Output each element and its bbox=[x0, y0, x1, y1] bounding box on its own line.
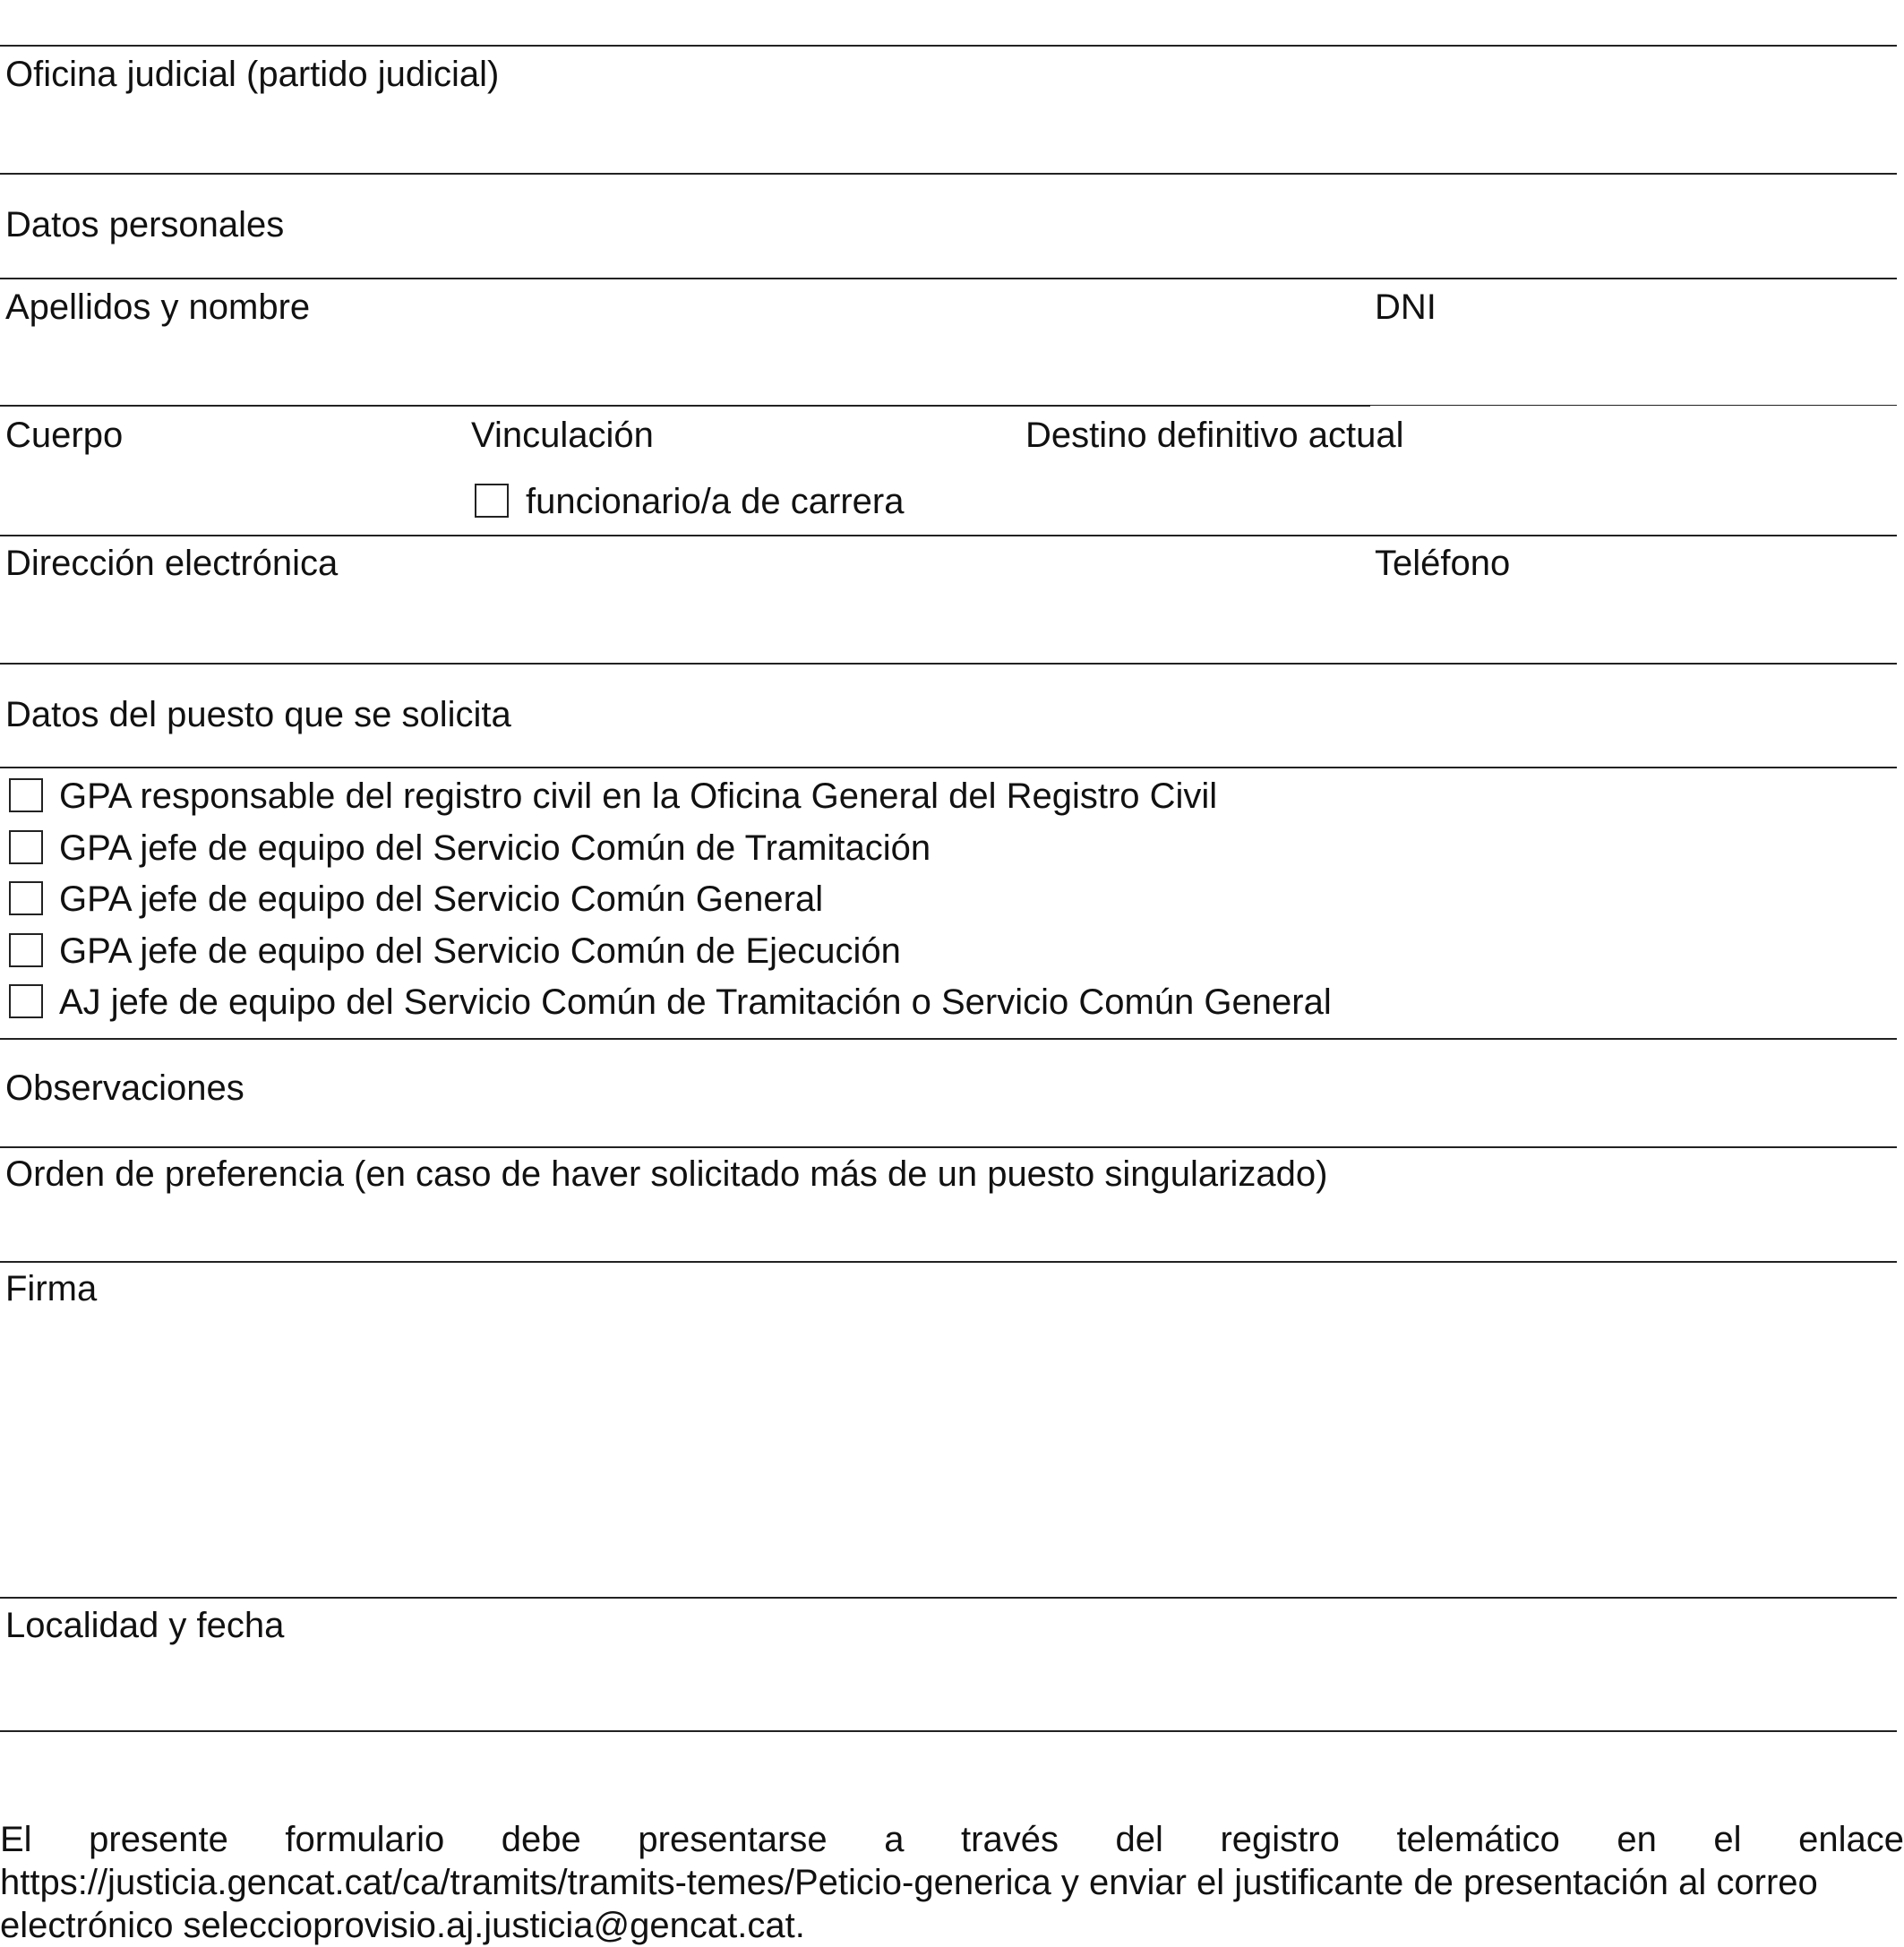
oficina-judicial-label: Oficina judicial (partido judicial) bbox=[5, 55, 500, 94]
direccion-electronica-label: Dirección electrónica bbox=[5, 544, 339, 583]
datos-personales-heading: Datos personales bbox=[5, 205, 285, 244]
divider bbox=[1370, 405, 1897, 406]
footer-instructions bbox=[0, 1818, 1904, 1947]
divider bbox=[0, 1597, 1897, 1599]
puesto-label: GPA jefe de equipo del Servicio Común General bbox=[59, 879, 824, 919]
puesto-checkbox[interactable] bbox=[9, 881, 43, 915]
funcionario-checkbox[interactable] bbox=[475, 484, 509, 518]
observaciones-label: Observaciones bbox=[5, 1068, 244, 1108]
divider bbox=[0, 663, 1897, 665]
destino-label: Destino definitivo actual bbox=[1025, 416, 1404, 455]
puesto-label: AJ jefe de equipo del Servicio Común de Tramitación o Servicio Común General bbox=[59, 982, 1332, 1022]
divider bbox=[0, 405, 1370, 407]
divider bbox=[0, 767, 1897, 768]
funcionario-label: funcionario/a de carrera bbox=[526, 482, 905, 521]
puesto-checkbox[interactable] bbox=[9, 830, 43, 864]
divider bbox=[0, 278, 1897, 279]
puesto-checkbox[interactable] bbox=[9, 778, 43, 812]
footer-line: El presente formulario debe presentarse a través del registro telemático en el enlace bbox=[0, 1820, 1904, 1859]
telefono-label: Teléfono bbox=[1375, 544, 1511, 583]
divider bbox=[0, 1038, 1897, 1040]
divider bbox=[0, 1730, 1897, 1732]
divider bbox=[0, 1261, 1897, 1263]
apellidos-nombre-label: Apellidos y nombre bbox=[5, 287, 311, 327]
puesto-label: GPA responsable del registro civil en la Oficina General del Registro Civil bbox=[59, 776, 1218, 816]
localidad-fecha-label: Localidad y fecha bbox=[5, 1606, 285, 1645]
divider bbox=[0, 535, 1897, 536]
vinculacion-label: Vinculación bbox=[471, 416, 654, 455]
footer-line: electrónico seleccioprovisio.aj.justicia@gencat.cat. bbox=[0, 1906, 805, 1945]
dni-label: DNI bbox=[1375, 287, 1437, 327]
puesto-label: GPA jefe de equipo del Servicio Común de Tramitación bbox=[59, 828, 931, 868]
puesto-label: GPA jefe de equipo del Servicio Común de Ejecución bbox=[59, 931, 901, 971]
orden-preferencia-label: Orden de preferencia (en caso de haver solicitado más de un puesto singularizado) bbox=[5, 1154, 1328, 1194]
divider bbox=[0, 45, 1897, 47]
datos-puesto-heading: Datos del puesto que se solicita bbox=[5, 695, 511, 734]
puesto-checkbox[interactable] bbox=[9, 933, 43, 967]
divider bbox=[0, 173, 1897, 175]
footer-line: https://justicia.gencat.cat/ca/tramits/tramits-temes/Peticio-generica y enviar el justificante de presentación al correo bbox=[0, 1863, 1818, 1902]
divider bbox=[0, 1146, 1897, 1148]
firma-label: Firma bbox=[5, 1269, 98, 1308]
cuerpo-label: Cuerpo bbox=[5, 416, 124, 455]
puesto-checkbox[interactable] bbox=[9, 984, 43, 1018]
